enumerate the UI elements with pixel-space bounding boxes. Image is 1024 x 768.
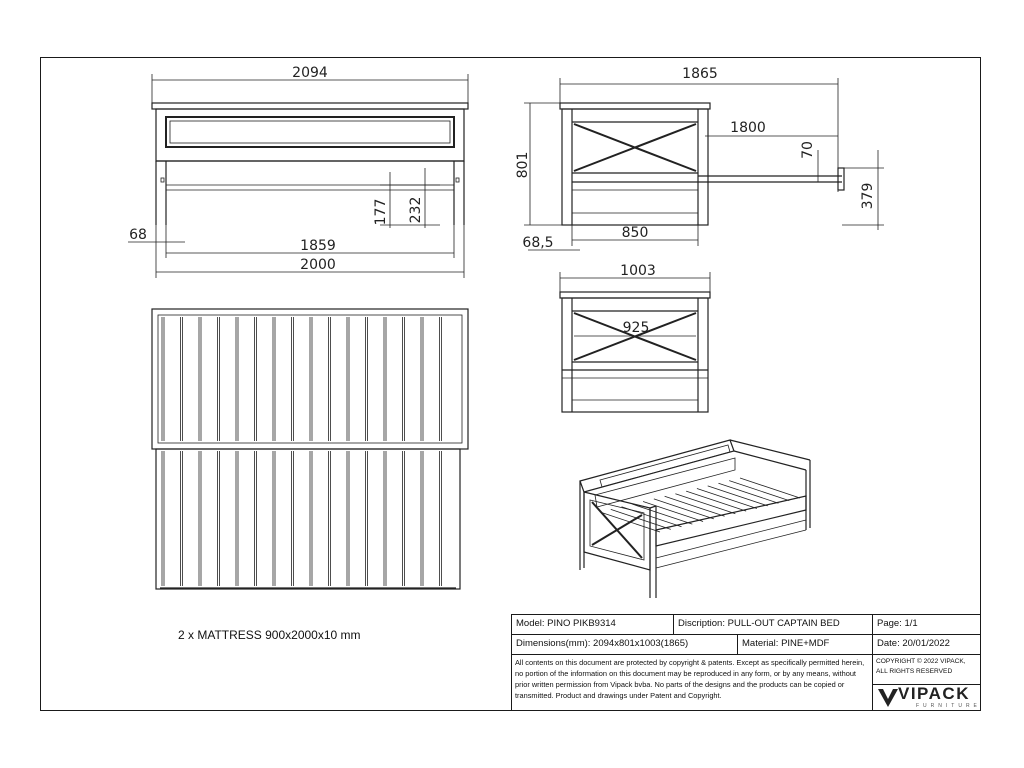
isometric-view [580, 440, 810, 598]
dim-slat-h2: 232 [408, 196, 424, 224]
dim-side-depth: 850 [621, 225, 649, 241]
iso-slat-line [643, 502, 703, 522]
dim-pullout: 1800 [730, 120, 766, 136]
vipack-logo-icon [877, 687, 899, 709]
iso-slat-line [729, 481, 789, 501]
dim-height: 801 [515, 151, 531, 179]
dim-side-offset: 68,5 [522, 235, 554, 251]
iso-slat-line [665, 496, 725, 516]
dim-side2-inner: 925 [622, 320, 650, 336]
top-view [152, 309, 468, 589]
legal-notice: All contents on this document are protected by copyright & patents. Except as specifically permitted herein, no portion of the information on this document may be reproduced in any form, or by any means, without prior written permission from Vipack bvba. No parts of the designs and the products can be copied or transmitted. Product and drawings under Patent and Copyright. [511, 654, 873, 711]
dim-front-inner: 1859 [300, 238, 336, 254]
model-cell: Model: PINO PIKB9314 [511, 614, 674, 635]
material-cell: Material: PINE+MDF [737, 634, 873, 655]
date-cell: Date: 20/01/2022 [872, 634, 981, 655]
logo-text: VIPACK [898, 684, 970, 703]
iso-slat-line [622, 507, 682, 527]
side-view-closed [560, 272, 710, 412]
dim-leg-offset: 68 [129, 227, 147, 243]
iso-slat-line [708, 486, 768, 506]
iso-slat-line [654, 499, 714, 519]
dim-side2-width: 1003 [620, 263, 656, 279]
iso-slat-line [675, 494, 735, 514]
vipack-logo [874, 684, 980, 711]
iso-slat-line [718, 483, 778, 503]
page-cell: Page: 1/1 [872, 614, 981, 635]
iso-slat-line [740, 478, 800, 498]
dim-front-width: 2094 [292, 65, 328, 81]
description-cell: Discription: PULL-OUT CAPTAIN BED [673, 614, 873, 635]
iso-slat-line [632, 504, 692, 524]
copyright-notice: COPYRIGHT © 2022 VIPACK, ALL RIGHTS RESERVED [872, 654, 981, 685]
dim-pullout-h: 70 [800, 141, 816, 159]
dim-pullout-total-h: 379 [860, 182, 876, 210]
logo-subtext: FURNITURE [916, 703, 981, 709]
iso-slat-line [686, 491, 746, 511]
dim-front-total: 2000 [300, 257, 336, 273]
mattress-note: 2 x MATTRESS 900x2000x10 mm [178, 628, 361, 642]
dim-side-width: 1865 [682, 66, 718, 82]
dim-slat-h1: 177 [373, 198, 389, 226]
iso-slat-line [697, 488, 757, 508]
dimensions-cell: Dimensions(mm): 2094x801x1003(1865) [511, 634, 738, 655]
front-view [128, 74, 468, 278]
side-view-pullout [524, 78, 884, 250]
